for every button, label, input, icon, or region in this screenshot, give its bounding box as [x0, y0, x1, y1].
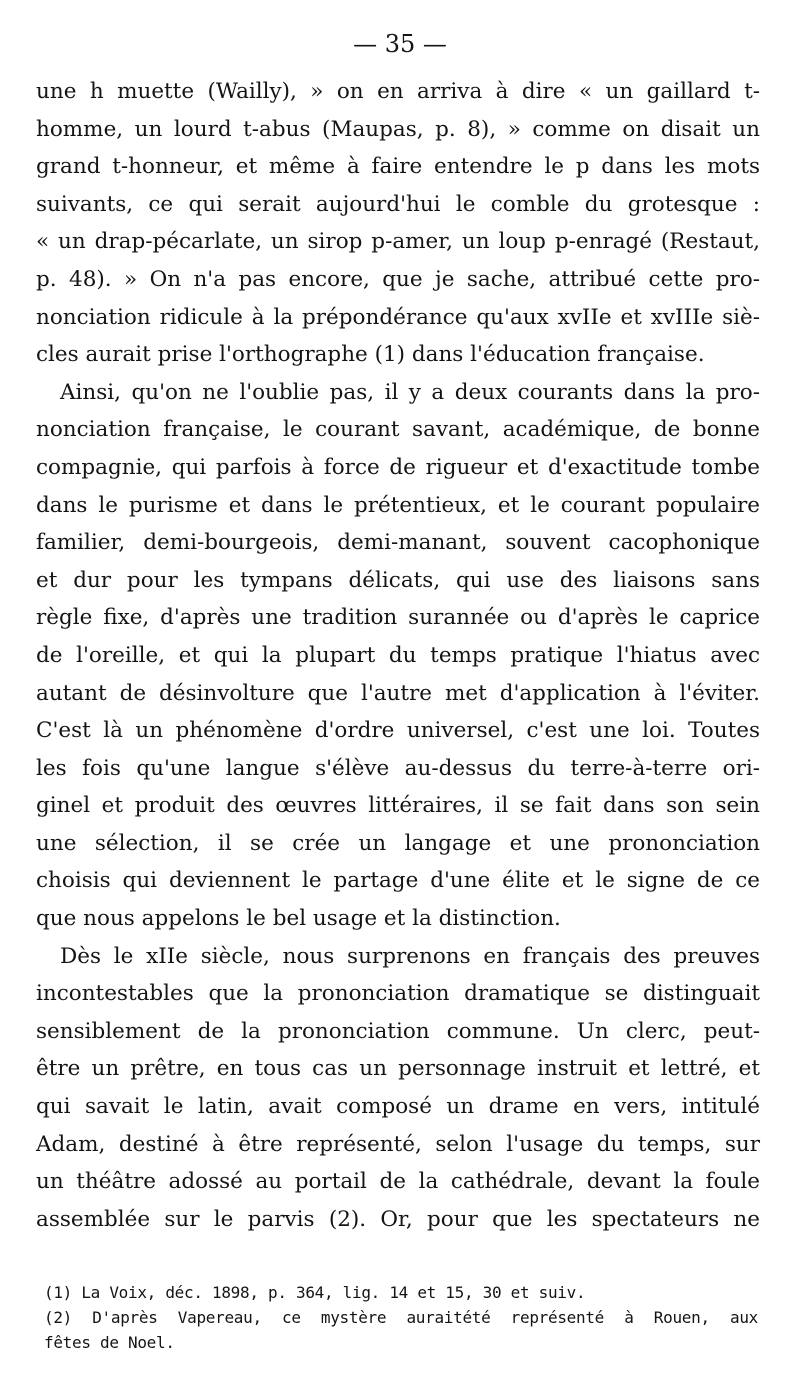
text-line: C'est là un phénomène d'ordre universel, c'est une loi. Toutes: [36, 718, 760, 744]
text-line: sensiblement de la prononciation commune. Un clerc, peut-: [36, 1018, 760, 1044]
footnote-line: (1) La Voix, déc. 1898, p. 364, lig. 14 et 15, 30 et suiv.: [44, 1283, 586, 1302]
text-line: un théâtre adossé au portail de la cathédrale, devant la foule: [36, 1169, 760, 1195]
text-line: nonciation ridicule à la prépondérance qu'aux xvIIe et xvIIIe siè-: [36, 304, 760, 330]
text-line: une sélection, il se crée un langage et une prononciation: [36, 830, 760, 856]
text-line: Dès le xIIe siècle, nous surprenons en français des preuves: [60, 943, 760, 969]
text-line: choisis qui deviennent le partage d'une élite et le signe de ce: [36, 868, 760, 894]
text-line: assemblée sur le parvis (2). Or, pour que les spectateurs ne: [36, 1206, 760, 1232]
text-line: grand t-honneur, et même à faire entendre le p dans les mots: [36, 154, 760, 180]
text-line: suivants, ce qui serait aujourd'hui le comble du grotesque :: [36, 191, 760, 217]
text-line: p. 48). » On n'a pas encore, que je sache, attribué cette pro-: [36, 266, 760, 292]
text-line: nonciation française, le courant savant, académique, de bonne: [36, 417, 760, 443]
text-line: ginel et produit des œuvres littéraires, il se fait dans son sein: [36, 793, 760, 819]
text-line: autant de désinvolture que l'autre met d'application à l'éviter.: [36, 680, 760, 706]
text-line: « un drap-pécarlate, un sirop p-amer, un loup p-enragé (Restaut,: [36, 229, 760, 255]
footnote-line: (2) D'après Vapereau, ce mystère auraitété représenté à Rouen, aux: [44, 1308, 758, 1327]
text-line: règle fixe, d'après une tradition surannée ou d'après le caprice: [36, 605, 760, 631]
page-number: — 35 —: [353, 30, 447, 58]
text-line: Ainsi, qu'on ne l'oublie pas, il y a deux courants dans la pro-: [60, 379, 760, 405]
text-line: compagnie, qui parfois à force de rigueur et d'exactitude tombe: [36, 454, 760, 480]
text-line: homme, un lourd t-abus (Maupas, p. 8), » comme on disait un: [36, 116, 760, 142]
text-line: que nous appelons le bel usage et la distinction.: [36, 906, 561, 932]
text-line: Adam, destiné à être représenté, selon l'usage du temps, sur: [36, 1131, 760, 1157]
text-line: être un prêtre, en tous cas un personnage instruit et lettré, et: [36, 1056, 760, 1082]
text-line: incontestables que la prononciation dramatique se distinguait: [36, 981, 760, 1007]
footnote-line: fêtes de Noel.: [44, 1333, 175, 1352]
text-line: une h muette (Wailly), » on en arriva à dire « un gaillard t-: [36, 79, 760, 104]
main-text: [36, 73, 760, 1238]
footnotes: [44, 1280, 758, 1355]
text-line: cles aurait prise l'orthographe (1) dans l'éducation française.: [36, 342, 705, 368]
text-line: et dur pour les tympans délicats, qui use des liaisons sans: [36, 567, 760, 593]
text-line: dans le purisme et dans le prétentieux, et le courant populaire: [36, 492, 760, 518]
text-line: de l'oreille, et qui la plupart du temps pratique l'hiatus avec: [36, 642, 760, 668]
text-line: qui savait le latin, avait composé un drame en vers, intitulé: [36, 1094, 760, 1120]
text-line: familier, demi-bourgeois, demi-manant, souvent cacophonique: [36, 530, 760, 556]
text-line: les fois qu'une langue s'élève au-dessus du terre-à-terre ori-: [36, 755, 760, 781]
